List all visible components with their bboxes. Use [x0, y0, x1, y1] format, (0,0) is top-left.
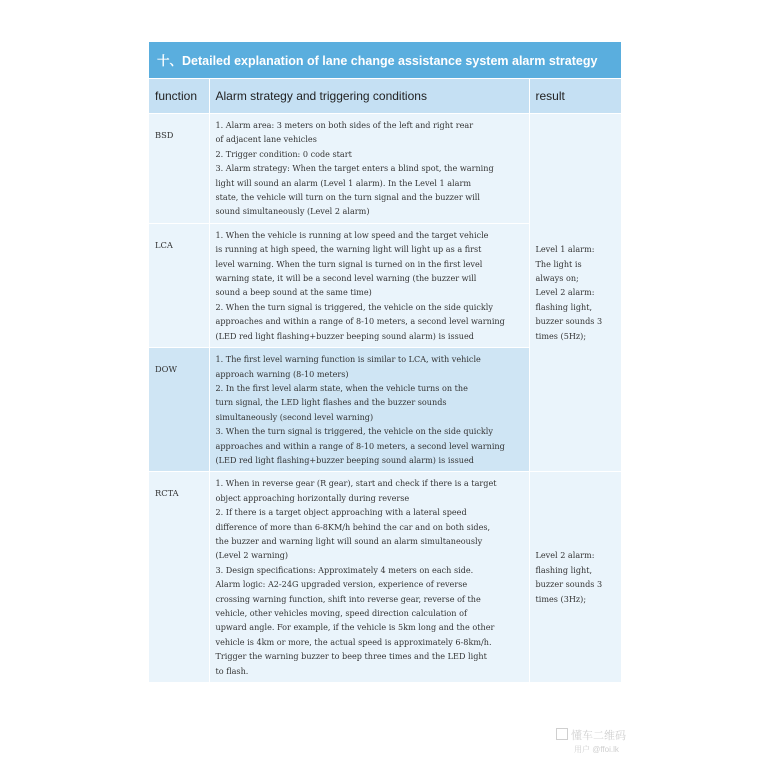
result-cell-level1 — [529, 114, 621, 472]
condition-line: 2. Trigger condition: 0 code start — [215, 148, 352, 159]
header-function: function — [149, 79, 209, 114]
condition-line: 1. Alarm area: 3 meters on both sides of the left and right rear — [215, 120, 474, 130]
condition-line: warning state, it will be a second level warning (the buzzer will — [215, 273, 477, 284]
condition-line: 2. When the turn signal is triggered, the vehicle on the side quickly — [215, 301, 493, 312]
condition-line: 3. When the turn signal is triggered, the vehicle on the side quickly — [215, 426, 493, 437]
function-cell: RCTA — [149, 472, 209, 683]
condition-line: (LED red light flashing+buzzer beeping sound alarm) is issued — [215, 454, 474, 465]
condition-line: is running at high speed, the warning light will light up as a first — [215, 244, 482, 255]
title-row — [149, 42, 621, 79]
condition-line: simultaneously (second level warning) — [215, 411, 374, 422]
condition-line: 2. In the first level alarm state, when the vehicle turns on the — [215, 382, 468, 393]
condition-line: level warning. When the turn signal is turned on in the first level — [215, 258, 483, 269]
condition-line: approaches and within a range of 8-10 meters, a second level warning — [215, 316, 505, 327]
qr-code-icon — [556, 728, 568, 740]
table-row — [149, 114, 621, 224]
condition-line: state, the vehicle will turn on the turn signal and the buzzer will — [215, 192, 480, 203]
function-cell: BSD — [149, 114, 209, 224]
condition-line: object approaching horizontally during reverse — [215, 492, 410, 503]
condition-line: 3. Alarm strategy: When the target enters a blind spot, the warning — [215, 163, 494, 174]
condition-line: vehicle is 4km or more, the actual speed is approximately 6-8km/h. — [215, 636, 492, 647]
condition-line: 1. When the vehicle is running at low speed and the target vehicle — [215, 229, 489, 240]
header-result: result — [529, 79, 621, 114]
condition-line: crossing warning function, shift into reverse gear, reverse of the — [215, 593, 481, 604]
conditions-cell — [209, 348, 529, 472]
result-line: Level 1 alarm: — [535, 244, 595, 255]
header-row — [149, 79, 621, 114]
watermark-user: 用户 @ffoi.lk — [574, 745, 619, 754]
result-line: times (3Hz); — [535, 593, 587, 604]
condition-line: light will sound an alarm (Level 1 alarm). In the Level 1 alarm — [215, 177, 471, 188]
result-line: The light is — [535, 258, 582, 269]
condition-line: difference of more than 6-8KM/h behind the car and on both sides, — [215, 521, 491, 532]
condition-line: 1. The first level warning function is similar to LCA, with vehicle — [215, 354, 481, 365]
alarm-strategy-table — [149, 42, 622, 683]
condition-line: of adjacent lane vehicles — [215, 134, 317, 145]
watermark — [556, 728, 626, 757]
condition-line: upward angle. For example, if the vehicle is 5km long and the other — [215, 622, 495, 633]
conditions-cell — [209, 472, 529, 683]
condition-line: 1. When in reverse gear (R gear), start and check if there is a target — [215, 478, 497, 489]
conditions-cell — [209, 223, 529, 347]
result-cell-level2 — [529, 472, 621, 683]
condition-line: to flash. — [215, 665, 249, 676]
condition-line: (Level 2 warning) — [215, 550, 289, 561]
condition-line: approaches and within a range of 8-10 meters, a second level warning — [215, 440, 505, 451]
condition-line: 3. Design specifications: Approximately 4 meters on each side. — [215, 564, 474, 575]
result-line: times (5Hz); — [535, 330, 587, 341]
condition-line: 2. If there is a target object approaching with a lateral speed — [215, 507, 467, 518]
condition-line: (LED red light flashing+buzzer beeping sound alarm) is issued — [215, 330, 474, 341]
watermark-text: 懂车二维码 — [571, 730, 626, 742]
result-line: flashing light, — [535, 564, 593, 575]
condition-line: sound a beep sound at the same time) — [215, 287, 372, 298]
result-line: flashing light, — [535, 301, 593, 312]
condition-line: approach warning (8-10 meters) — [215, 368, 349, 379]
result-line: buzzer sounds 3 — [535, 579, 603, 590]
result-line: Level 2 alarm: — [535, 287, 595, 298]
result-line: Level 2 alarm: — [535, 550, 595, 561]
condition-line: turn signal, the LED light flashes and the buzzer sounds — [215, 397, 447, 408]
function-cell: LCA — [149, 223, 209, 347]
function-cell: DOW — [149, 348, 209, 472]
condition-line: Trigger the warning buzzer to beep three times and the LED light — [215, 651, 487, 662]
header-conditions: Alarm strategy and triggering conditions — [209, 79, 529, 114]
table-title: 十、Detailed explanation of lane change assistance system alarm strategy — [149, 42, 621, 79]
result-line: always on; — [535, 273, 579, 284]
conditions-cell — [209, 114, 529, 224]
condition-line: sound simultaneously (Level 2 alarm) — [215, 206, 370, 217]
condition-line: vehicle, other vehicles moving, speed direction calculation of — [215, 608, 467, 618]
condition-line: Alarm logic: A2-24G upgraded version, experience of reverse — [215, 579, 468, 590]
condition-line: the buzzer and warning light will sound an alarm simultaneously — [215, 535, 483, 546]
table-row — [149, 472, 621, 683]
result-line: buzzer sounds 3 — [535, 316, 603, 327]
